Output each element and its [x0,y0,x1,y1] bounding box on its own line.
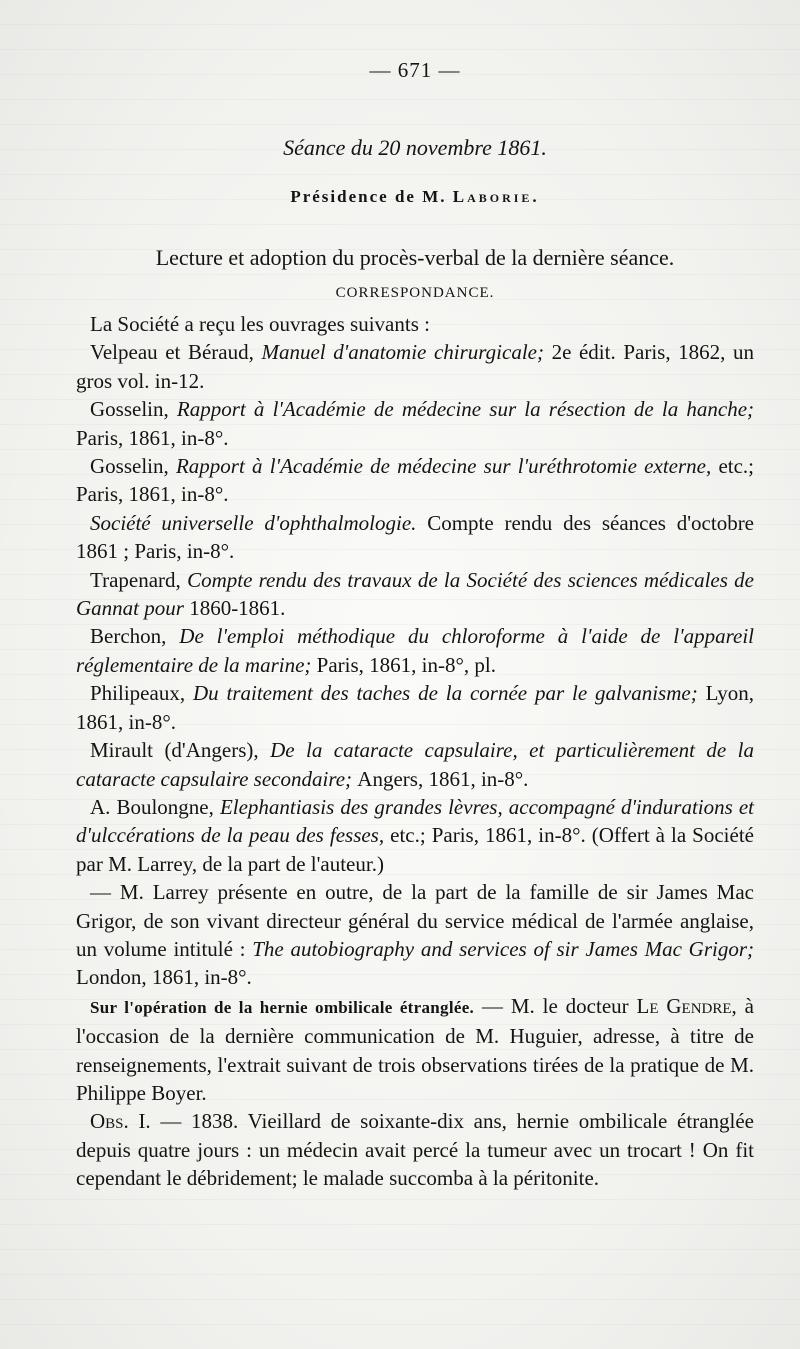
work-details: Compte rendu des séances d'octobre 1861 ; Paris, in-8°. [76,510,755,564]
work-entry [76,395,754,452]
larrey-text: — M. Larrey présente en outre, de la part de la famille de sir James Mac Grigor, de son vivant directeur général du service médical de l'armée anglaise, un volume intitulé : [76,880,754,961]
work-details: 1860-1861. [189,596,286,621]
observation-1 [76,1107,754,1192]
work-details: Paris, 1861, in-8°. [76,425,229,450]
work-details: 2e édit. Paris, 1862, un gros vol. in-12. [76,340,755,393]
work-details: Lyon, 1861, in-8°. [76,681,754,734]
work-details: etc.; Paris, 1861, in-8°. [76,454,755,507]
president-name: Laborie. [452,187,540,206]
work-entry [76,736,754,793]
hernie-text-2: , à l'occasion de la dernière communication de M. Huguier, adresse, à titre de renseignements, l'extrait suivant de trois observations tirées de la pratique de M. Philippe Boyer. [76,993,754,1105]
work-title: Manuel d'anatomie chirurgicale; [261,340,552,365]
page-number: — 671 — [369,58,461,82]
hernie-text-1: — M. le docteur [474,993,637,1018]
work-entry [76,679,754,736]
work-author: Velpeau et Béraud, [90,340,262,365]
work-entry [76,452,754,509]
presidence-line [76,187,754,207]
work-entry [76,338,754,395]
work-details: etc.; Paris, 1861, in-8°. (Offert à la Société par M. Larrey, de la part de l'auteur.) [76,823,754,876]
work-title: Rapport à l'Académie de médecine sur l'uréthrotomie externe, [175,454,719,479]
author-legendre: Le Gendre [636,993,732,1018]
work-title: De la cataracte capsulaire, et particulièrement de la cataracte capsulaire secondaire; [76,738,754,791]
work-title: Société universelle d'ophthalmologie. [90,510,428,535]
work-details: Paris, 1861, in-8°, pl. [316,652,496,677]
work-author: Mirault (d'Angers), [90,738,271,763]
larrey-details: London, 1861, in-8°. [76,965,252,990]
work-title: Elephantiasis des grandes lèvres, accompagné d'indurations et d'ulccérations de la peau des fesses, [76,794,754,848]
work-author: Gosselin, [90,454,176,479]
larrey-paragraph [76,878,754,992]
work-entry [76,622,754,679]
work-entry [76,509,754,566]
presidence-prefix: Présidence de M. [290,187,453,206]
works-intro: La Société a reçu les ouvrages suivants : [90,312,430,336]
work-title: Compte rendu des travaux de la Société des sciences médicales de Gannat pour [76,567,754,621]
work-title: Rapport à l'Académie de médecine sur la résection de la hanche; [176,397,755,422]
work-entry [76,793,754,878]
work-title: De l'emploi méthodique du chloroforme à l'aide de l'appareil réglementaire de la marine; [76,624,754,677]
work-entry [76,566,754,623]
larrey-book-title: The autobiography and services of sir James Mac Grigor; [252,936,754,961]
works-list [76,338,754,878]
work-author: A. Boulongne, [90,794,220,819]
work-title: Du traitement des taches de la cornée par le galvanisme; [192,681,706,706]
section-heading: CORRESPONDANCE. [335,285,495,301]
work-author: Gosselin, [90,397,177,422]
hernie-title: Sur l'opération de la hernie ombilicale étranglée. [90,997,475,1017]
hernie-paragraph [76,992,754,1108]
observation-label: Obs. I. [90,1109,151,1134]
work-details: Angers, 1861, in-8°. [357,766,529,791]
observation-text: — 1838. Vieillard de soixante-dix ans, hernie ombilicale étranglée depuis quatre jours : un médecin avait percé la tumeur avec un trocart ! On fit cependant le débridement; le malade succomba à la péritonite. [76,1109,754,1191]
minutes-heading: Lecture et adoption du procès-verbal de la dernière séance. [155,245,675,270]
work-author: Philipeaux, [90,681,193,706]
session-title: Séance du 20 novembre 1861. [283,135,547,160]
work-author: Berchon, [90,624,180,649]
work-author: Trapenard, [90,567,188,592]
